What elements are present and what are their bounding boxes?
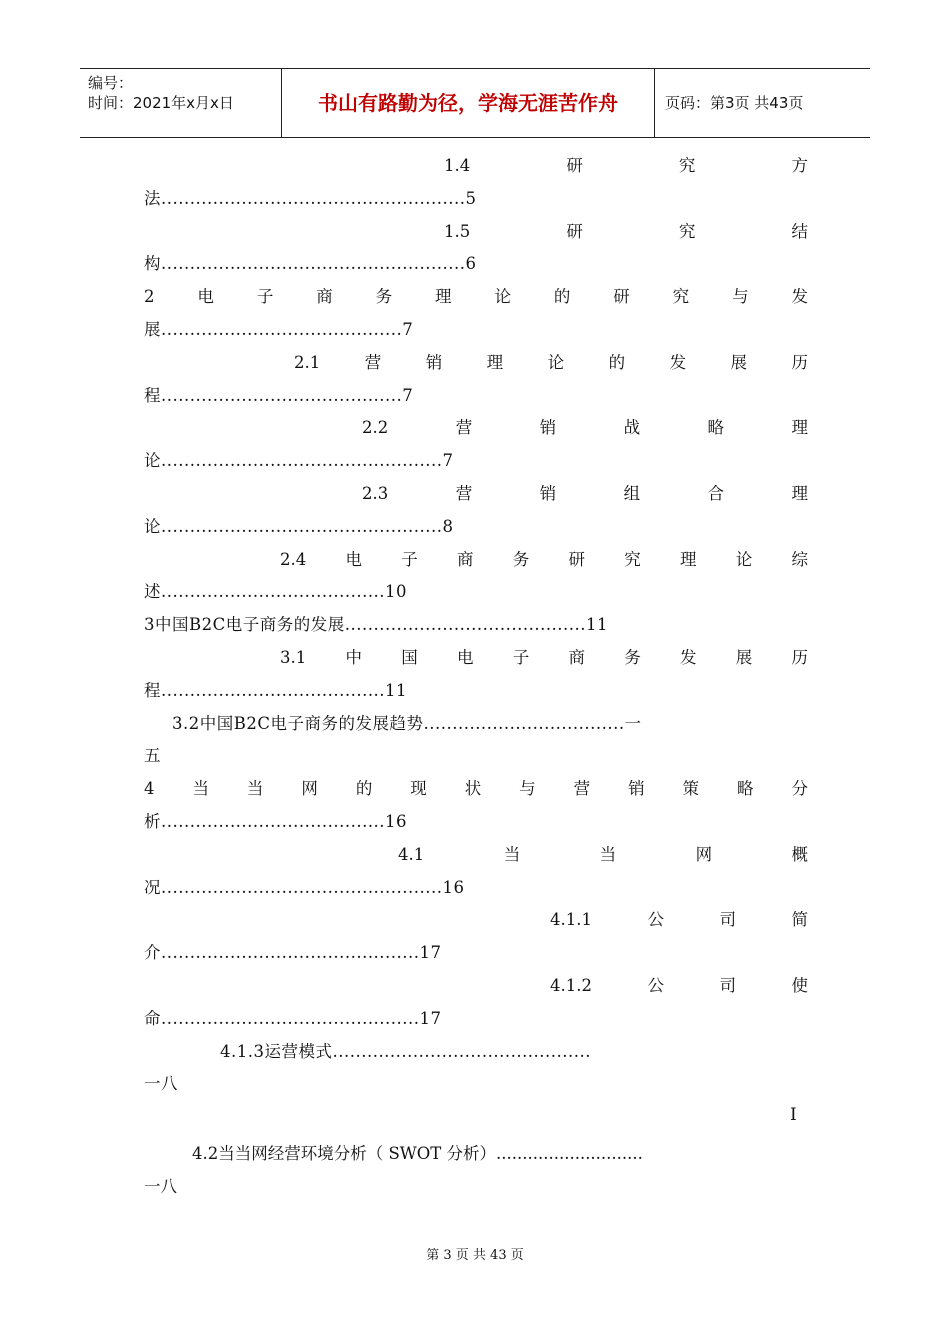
toc-line-part: 2.3 [362, 483, 389, 503]
toc-line [144, 216, 808, 249]
toc-line-part: 展 [735, 647, 753, 667]
toc-line-part: 销 [539, 418, 557, 438]
toc-line-part: 方 [791, 156, 808, 175]
toc-line: 4.1.3运营模式............................................. [220, 1041, 592, 1061]
toc-line-part: 司 [719, 910, 736, 930]
toc-line: 一八 [144, 1074, 178, 1094]
toc-line-part: 网 [301, 779, 318, 799]
toc-line-part: 现 [410, 779, 427, 799]
toc-line-part: 历 [791, 647, 808, 667]
toc-line-part: 子 [401, 549, 418, 569]
toc-line-part: 发 [669, 352, 687, 372]
toc-line-part: 营 [455, 418, 473, 438]
toc-line-part: 销 [425, 352, 443, 372]
toc-line-part: 合 [707, 483, 724, 503]
toc-line [144, 773, 808, 806]
toc-line [144, 150, 808, 183]
page-footer: 第 3 页 共 43 页 [426, 1248, 524, 1263]
toc-line-part: 商 [316, 287, 333, 307]
toc-line-part: 当 [503, 844, 521, 864]
toc-line-part: 务 [512, 549, 530, 569]
toc-line [144, 544, 808, 577]
toc-line: 程..........................................7 [144, 385, 414, 405]
toc-line-part: 务 [624, 647, 641, 667]
toc-line-part: 销 [628, 779, 645, 799]
toc-line-part: 中 [345, 647, 362, 667]
toc-line-part: 网 [695, 844, 713, 864]
toc-line-part: 商 [568, 647, 585, 667]
toc-line [144, 839, 808, 872]
toc-line: 展..........................................7 [144, 319, 414, 339]
toc-line-part: 研 [568, 549, 585, 569]
toc-line [144, 904, 808, 937]
toc-line-part: 战 [623, 418, 641, 438]
toc-line-part: 的 [553, 287, 571, 307]
toc-line-part: 论 [494, 287, 511, 307]
toc-line-part: 营 [364, 352, 382, 372]
toc-line-part: 1.4 [444, 156, 471, 175]
toc-line-part: 的 [355, 779, 373, 799]
toc-line-part: 营 [455, 483, 473, 503]
header-motto: 书山有路勤为径，学海无涯苦作舟 [282, 69, 655, 137]
toc-line-part: 研 [613, 287, 630, 307]
toc-line-part: 当 [192, 779, 209, 799]
toc-line-part: 结 [791, 221, 808, 241]
toc-line-part: 展 [730, 352, 748, 372]
toc-line-part: 子 [256, 287, 274, 307]
toc-line-part: 电 [457, 647, 474, 667]
toc-line-part: 理 [791, 418, 808, 438]
toc-line: 论.................................................8 [144, 516, 454, 536]
toc-line-part: 研 [566, 221, 583, 241]
toc-line-part: 论 [547, 352, 565, 372]
table-of-contents [144, 150, 808, 1101]
toc-line-part: 3.1 [280, 647, 307, 667]
toc-line-part: 简 [791, 910, 808, 930]
toc-line: 论.................................................7 [144, 451, 454, 471]
toc-line: 析.......................................16 [144, 811, 408, 831]
toc-line: 4.2当当网经营环境分析（ SWOT 分析）............................ [192, 1144, 643, 1163]
toc-line-part: 4.1.1 [550, 910, 592, 930]
header-meta [80, 69, 282, 137]
toc-line-part: 4.1.2 [550, 975, 592, 995]
toc-line-part: 理 [486, 352, 504, 372]
toc-line-part: 4.1 [398, 844, 425, 864]
toc-line [144, 412, 808, 445]
toc-line [144, 970, 808, 1003]
toc-line-part: 务 [375, 287, 393, 307]
toc-line-part: 子 [512, 647, 530, 667]
toc-line [144, 642, 808, 675]
toc-line-part: 研 [566, 156, 583, 175]
roman-page-numeral: I [790, 1105, 797, 1125]
toc-line-part: 2.4 [280, 549, 307, 569]
toc-line-part: 商 [457, 549, 474, 569]
toc-line: 程.......................................11 [144, 680, 408, 700]
toc-line-part: 历 [791, 352, 808, 372]
toc-line-part: 究 [672, 287, 690, 307]
toc-line-part: 与 [519, 779, 536, 799]
toc-line-part: 当 [599, 844, 617, 864]
toc-line: 五 [144, 746, 161, 766]
table-of-contents-continued [144, 1138, 824, 1204]
toc-line-part: 理 [435, 287, 452, 307]
toc-line-part: 4 [144, 779, 155, 799]
toc-line-part: 当 [246, 779, 264, 799]
toc-line-part: 略 [707, 418, 724, 438]
toc-line-part: 公 [647, 975, 664, 995]
toc-line [144, 281, 808, 314]
toc-line-part: 公 [647, 910, 664, 930]
toc-line-part: 分 [791, 779, 808, 799]
document-number-label: 编号： [88, 74, 134, 92]
toc-line-part: 究 [624, 549, 641, 569]
toc-line: 况.................................................16 [144, 877, 465, 897]
toc-line-part: 使 [791, 975, 808, 995]
toc-line-part: 理 [791, 483, 808, 503]
toc-line-part: 综 [791, 549, 808, 569]
toc-line-part: 2.1 [294, 352, 321, 372]
toc-line [144, 478, 808, 511]
toc-line-part: 2 [144, 287, 155, 307]
toc-line-part: 发 [680, 647, 697, 667]
toc-line-part: 发 [791, 287, 808, 307]
toc-line: 构.....................................................6 [144, 254, 477, 274]
document-header [80, 68, 870, 138]
toc-line-part: 国 [401, 647, 418, 667]
toc-line: 法.....................................................5 [144, 188, 477, 208]
toc-line: 3.2中国B2C电子商务的发展趋势...................................一 [172, 713, 642, 733]
toc-line-part: 组 [623, 483, 641, 503]
toc-line-part: 的 [608, 352, 626, 372]
toc-line-part: 电 [345, 549, 362, 569]
toc-line-part: 营 [573, 779, 591, 799]
toc-line-part: 论 [735, 549, 753, 569]
toc-line-part: 理 [680, 549, 697, 569]
toc-line: 命.............................................17 [144, 1008, 442, 1028]
toc-line-part: 究 [678, 221, 696, 241]
toc-line-part: 电 [197, 287, 214, 307]
toc-line-part: 概 [791, 844, 808, 864]
toc-line-part: 1.5 [444, 221, 471, 241]
document-time-label: 时间：2021年x月x日 [88, 94, 234, 112]
header-page-info: 页码：第3页 共43页 [665, 94, 804, 112]
toc-line: 3中国B2C电子商务的发展..........................................11 [144, 615, 609, 635]
toc-line [144, 347, 808, 380]
toc-line-part: 究 [678, 156, 696, 175]
toc-line-part: 与 [732, 287, 749, 307]
toc-line-part: 策 [682, 779, 700, 799]
toc-line-part: 状 [464, 779, 482, 799]
toc-line: 述.......................................10 [144, 582, 408, 602]
toc-line-part: 略 [736, 779, 754, 799]
toc-line-part: 销 [539, 483, 557, 503]
toc-line-part: 2.2 [362, 418, 389, 438]
toc-line: 介.............................................17 [144, 943, 442, 963]
toc-line-part: 司 [719, 975, 736, 995]
toc-line: 一八 [144, 1176, 177, 1196]
